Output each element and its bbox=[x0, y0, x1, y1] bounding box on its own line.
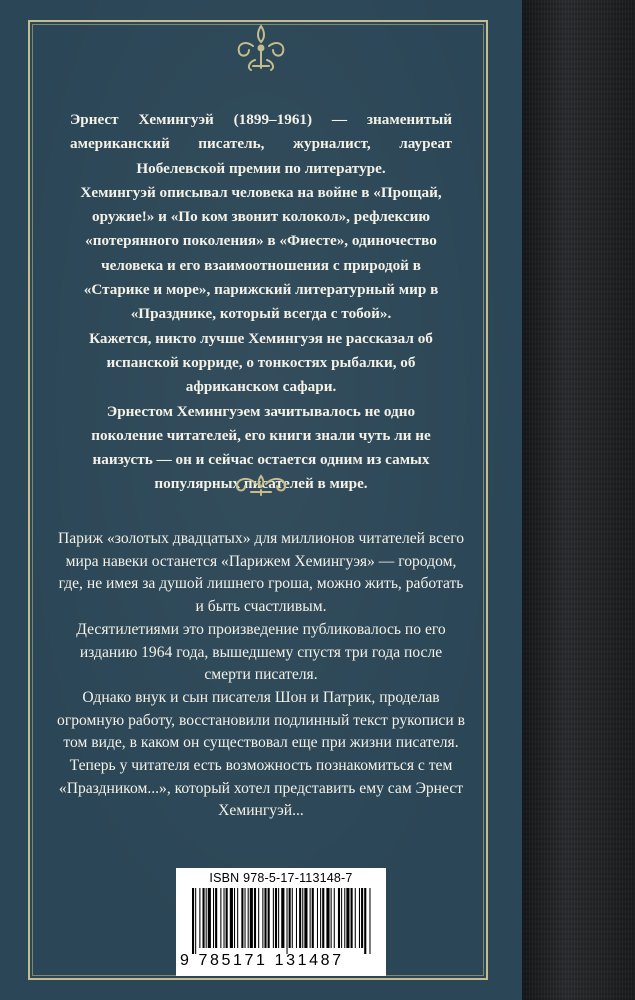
barcode-bar bbox=[245, 888, 246, 948]
barcode-bar bbox=[254, 888, 256, 948]
barcode-bar bbox=[273, 888, 274, 948]
barcode-bar bbox=[234, 888, 235, 948]
bio-paragraph: Хемингуэй описывал человека на войне в «Прощай, оружие!» и «По ком звонит колокол», рефлексию «потерянного поколения» в «Фиесте», одиночество человека и его взаимоотношения с природой в «Старике и море», парижский литературный мир в «Празднике, который всегда с тобой». bbox=[80, 183, 442, 323]
barcode-bar bbox=[296, 888, 297, 948]
barcode-digits: 9 785171 131487 bbox=[180, 952, 344, 969]
barcode-bar bbox=[338, 888, 340, 948]
barcode-bars bbox=[192, 888, 372, 954]
barcode-bar bbox=[241, 888, 243, 948]
barcode-bar bbox=[292, 888, 293, 948]
barcode-bar bbox=[312, 888, 314, 948]
barcode-bar bbox=[369, 888, 370, 954]
barcode-bar bbox=[262, 888, 263, 948]
barcode-bar bbox=[346, 888, 349, 948]
barcode-bar bbox=[310, 888, 311, 948]
barcode-bar bbox=[220, 888, 221, 948]
barcode-bar bbox=[334, 888, 335, 948]
barcode-bar bbox=[203, 888, 205, 948]
author-bio bbox=[70, 108, 452, 497]
barcode-bar bbox=[275, 888, 277, 948]
barcode-bar bbox=[331, 888, 332, 948]
barcode-bar bbox=[192, 888, 194, 954]
book-spine bbox=[520, 0, 635, 1000]
barcode-bar bbox=[250, 888, 253, 948]
bio-paragraph: Кажется, никто лучше Хемингуэя не рассказал об испанской корриде, о тонкостях рыбалки, об африканском сафари. bbox=[89, 329, 433, 396]
barcode-bar bbox=[351, 888, 353, 948]
barcode-bar bbox=[326, 888, 329, 948]
barcode-bar bbox=[304, 888, 307, 948]
book-annotation bbox=[56, 528, 466, 823]
barcode-bar bbox=[268, 888, 270, 948]
bio-paragraph: Эрнест Хемингуэй (1899–1961) — знаменитый американский писатель, журналист, лауреат Нобелевской премии по литературе. bbox=[70, 111, 452, 177]
barcode-bar bbox=[206, 888, 207, 948]
barcode-bar bbox=[237, 888, 238, 948]
barcode-bar bbox=[320, 888, 321, 948]
barcode-bar bbox=[248, 888, 249, 948]
barcode-bar bbox=[213, 888, 214, 948]
barcode-bar bbox=[302, 888, 303, 948]
barcode-bar bbox=[281, 888, 284, 948]
barcode-bar bbox=[341, 888, 342, 948]
barcode-bar bbox=[215, 888, 217, 948]
barcode-bar bbox=[361, 888, 363, 948]
barcode-bar bbox=[364, 888, 366, 954]
barcode-bar bbox=[278, 888, 279, 948]
isbn-label: ISBN 978-5-17-113148-7 bbox=[209, 871, 353, 885]
barcode-bar bbox=[195, 888, 196, 954]
barcode-bar bbox=[264, 888, 266, 948]
flourish-ornament-icon bbox=[229, 470, 293, 498]
bio-paragraph: Эрнестом Хемингуэем зачитывалось не одно поколение читателей, его книги знали чуть ли не наизусть — он и сейчас остается одним из самых популярных писателей в мире. bbox=[91, 402, 431, 493]
barcode-bar bbox=[317, 888, 318, 948]
barcode-bar bbox=[322, 888, 324, 948]
isbn-barcode bbox=[176, 868, 386, 976]
annotation-paragraph: Однако внук и сын писателя Шон и Патрик, проделав огромную работу, восстановили подлинный текст рукописи в том виде, в каком он существовал еще при жизни писателя. bbox=[57, 688, 465, 752]
barcode-bar bbox=[299, 888, 301, 948]
annotation-paragraph: Теперь у читателя есть возможность познакомиться с тем «Праздником...», который хотел представить ему сам Эрнест Хемингуэй... bbox=[58, 757, 464, 820]
fleur-ornament-icon bbox=[231, 22, 291, 74]
barcode-bar bbox=[289, 888, 291, 948]
barcode-bar bbox=[199, 888, 200, 948]
barcode-bar bbox=[355, 888, 356, 948]
top-ornament bbox=[0, 22, 522, 74]
barcode-bar bbox=[230, 888, 233, 948]
annotation-paragraph: Десятилетиями это произведение публиковалось по его изданию 1964 года, вышедшему спустя три года после смерти писателя. bbox=[76, 620, 446, 684]
barcode-bar bbox=[344, 888, 345, 948]
barcode-bar bbox=[208, 888, 211, 948]
barcode-bar bbox=[226, 888, 228, 948]
barcode-bar bbox=[287, 888, 288, 954]
middle-ornament bbox=[0, 470, 522, 498]
annotation-paragraph: Париж «золотых двадцатых» для миллионов читателей всего мира навеки останется «Парижем Хемингуэя» — городом, где, не имея за душой лишнего гроша, можно жить, работать и быть счастливым. bbox=[57, 530, 464, 616]
barcode-bar bbox=[258, 888, 259, 948]
barcode-bar bbox=[224, 888, 225, 948]
barcode-bar bbox=[359, 888, 360, 948]
